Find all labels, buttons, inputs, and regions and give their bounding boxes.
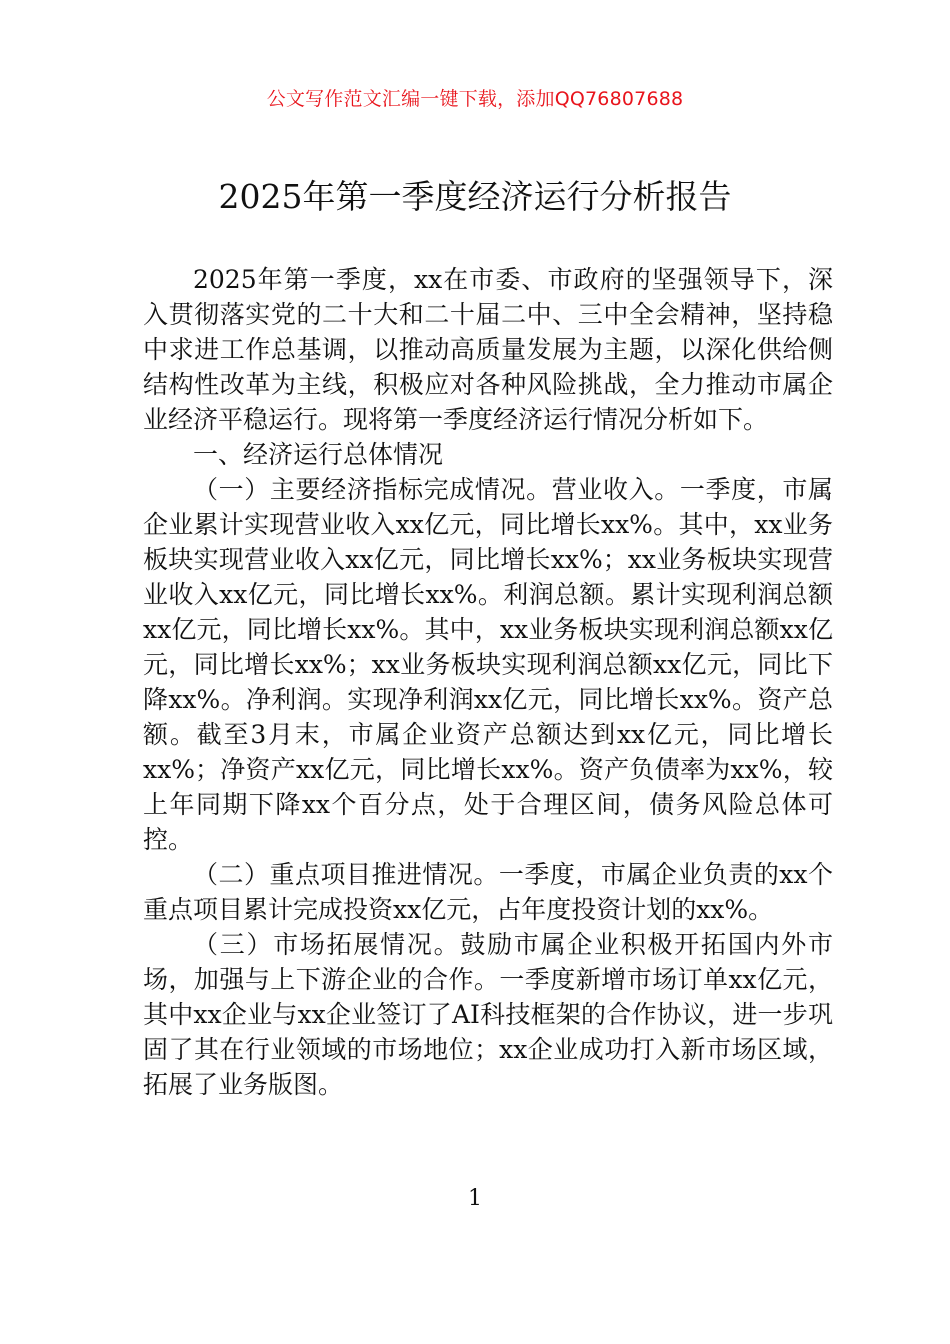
projects-paragraph: （二）重点项目推进情况。一季度，市属企业负责的xx个重点项目累计完成投资xx亿元，占年度投资计划的xx%。 bbox=[143, 860, 833, 924]
market-paragraph: （三）市场拓展情况。鼓励市属企业积极开拓国内外市场，加强与上下游企业的合作。一季度新增市场订单xx亿元，其中xx企业与xx企业签订了AI科技框架的合作协议，进一步巩固了其在行业领域的市场地位；xx企业成功打入新市场区域，拓展了业务版图。 bbox=[143, 930, 833, 1099]
intro-paragraph: 2025年第一季度，xx在市委、市政府的坚强领导下，深入贯彻落实党的二十大和二十届二中、三中全会精神，坚持稳中求进工作总基调，以推动高质量发展为主题，以深化供给侧结构性改革为主线，积极应对各种风险挑战，全力推动市属企业经济平稳运行。现将第一季度经济运行情况分析如下。 bbox=[143, 265, 833, 434]
document-title: 2025年第一季度经济运行分析报告 bbox=[218, 177, 732, 216]
section-heading: 一、经济运行总体情况 bbox=[193, 440, 444, 469]
indicators-paragraph: （一）主要经济指标完成情况。营业收入。一季度，市属企业累计实现营业收入xx亿元，同比增长xx%。其中，xx业务板块实现营业收入xx亿元，同比增长xx%；xx业务板块实现营业收入xx亿元，同比增长xx%。利润总额。累计实现利润总额xx亿元，同比增长xx%。其中，xx业务板块实现利润总额xx亿元，同比增长xx%；xx业务板块实现利润总额xx亿元，同比下降xx%。净利润。实现净利润xx亿元，同比增长xx%。资产总额。截至3月末，市属企业资产总额达到xx亿元，同比增长xx%；净资产xx亿元，同比增长xx%。资产负债率为xx%，较上年同期下降xx个百分点，处于合理区间，债务风险总体可控。 bbox=[143, 475, 833, 854]
download-banner: 公文写作范文汇编一键下载，添加QQ76807688 bbox=[266, 88, 684, 110]
page-number: 1 bbox=[468, 1186, 482, 1211]
document-body bbox=[143, 262, 833, 1102]
